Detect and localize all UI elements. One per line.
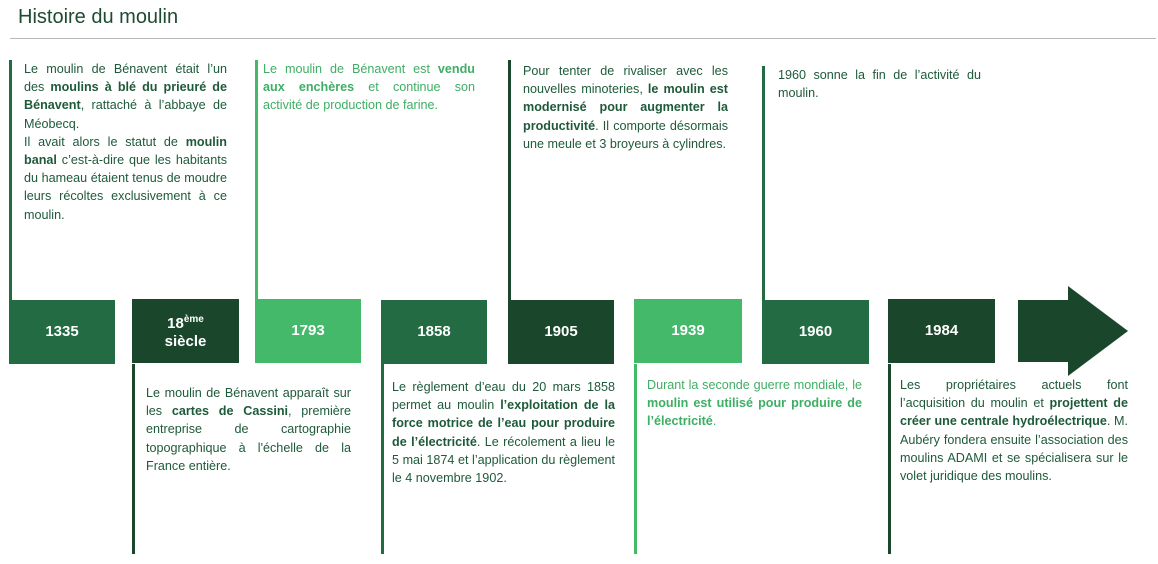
timeline-label-1793: 1793 [291, 322, 325, 339]
desc-bold: le moulin est modernisé pour augmenter la productivité [523, 82, 728, 133]
timeline-box-1858 [381, 300, 487, 364]
desc-text: Les propriétaires actuels font l’acquisition du moulin et [900, 378, 1128, 411]
description-1984 [900, 376, 1128, 485]
desc-bold: moulin est utilisé pour produire de l’électricité [647, 396, 862, 429]
desc-text: et continue son activité de production de farine. [263, 80, 475, 113]
timeline-box-1960 [762, 300, 869, 364]
timeline-arrow-icon [1018, 286, 1130, 376]
connector-1335 [9, 60, 12, 300]
desc-text: 1960 sonne la fin de l’activité du moulin. [778, 68, 981, 101]
connector-1939 [634, 364, 637, 554]
desc-bold: l’exploitation de la force motrice de l’eau pour produire de l’électricité [392, 398, 615, 449]
timeline-box-1939 [634, 299, 742, 363]
timeline-label-1960: 1960 [798, 323, 833, 340]
timeline-label-1335: 1335 [45, 323, 79, 340]
description-1793 [263, 60, 475, 115]
description-1858 [392, 378, 615, 487]
desc-bold: moulin banal [24, 134, 227, 168]
timeline-label-1858: 1858 [417, 323, 451, 340]
page-title: Histoire du moulin [18, 6, 179, 28]
description-1335 [24, 60, 227, 224]
desc-text: Le règlement d’eau du 20 mars 1858 permet au moulin [392, 380, 615, 413]
timeline-box-1793 [255, 299, 361, 363]
timeline-box-1335 [9, 300, 115, 364]
timeline-label-18eme-siecle: siècle [164, 333, 207, 350]
timeline-label-1984: 1984 [924, 322, 959, 339]
desc-text: . [712, 414, 717, 429]
desc-text: Le moulin de Bénavent était l’un des [24, 62, 227, 95]
description-18eme [146, 384, 351, 475]
timeline-label-18eme-number: 18 [167, 315, 184, 332]
desc-text: . M. Aubéry fondera ensuite l’association des moulins ADAMI et se spécialisera sur le volet juridique des moulins. [900, 414, 1128, 484]
desc-text: Il avait alors le statut de [24, 134, 186, 149]
connector-1858 [381, 364, 384, 554]
desc-text: , première entreprise de cartographie topographique à l'échelle de la France entière. [146, 404, 351, 473]
connector-1793 [255, 60, 258, 300]
timeline-label-1939: 1939 [671, 322, 705, 339]
desc-text: Durant la seconde guerre mondiale, le [647, 378, 862, 392]
desc-bold: cartes de Cassini [171, 404, 289, 419]
description-1960 [778, 66, 981, 102]
connector-1984 [888, 364, 891, 554]
desc-text: Le moulin de Bénavent apparaît sur les [146, 386, 351, 419]
timeline-box-18eme [132, 299, 239, 363]
desc-text: Pour tenter de rivaliser avec les nouvelles minoteries, [523, 64, 728, 97]
desc-text: Le moulin de Bénavent est [263, 62, 438, 76]
timeline-box-1905 [508, 300, 614, 364]
connector-1960 [762, 66, 765, 300]
desc-bold: projettent de créer une centrale hydroélectrique [900, 396, 1128, 429]
timeline-label-18eme-sup: ème [183, 314, 204, 325]
description-1939 [647, 376, 862, 431]
connector-18eme [132, 364, 135, 554]
timeline-box-1984 [888, 299, 995, 363]
timeline-label-1905: 1905 [544, 323, 578, 340]
connector-1905 [508, 60, 511, 300]
desc-bold: moulins à blé du prieuré de Bénavent [24, 80, 228, 113]
desc-bold: vendu aux enchères [263, 62, 475, 95]
timeline-label-18eme [165, 311, 207, 351]
description-1905 [523, 62, 728, 153]
desc-text: , rattaché à l’abbaye de Méobecq. [24, 98, 227, 131]
desc-text: . Le récolement a lieu le 5 mai 1874 et l’application du règlement le 4 novembre 1902. [392, 434, 616, 486]
desc-text: c’est-à-dire que les habitants du hameau étaient tenus de moudre leurs récoltes exclusivement à ce moulin. [24, 153, 227, 222]
title-divider [10, 38, 1156, 39]
desc-text: . Il comporte désormais une meule et 3 broyeurs à cylindres. [523, 118, 728, 151]
